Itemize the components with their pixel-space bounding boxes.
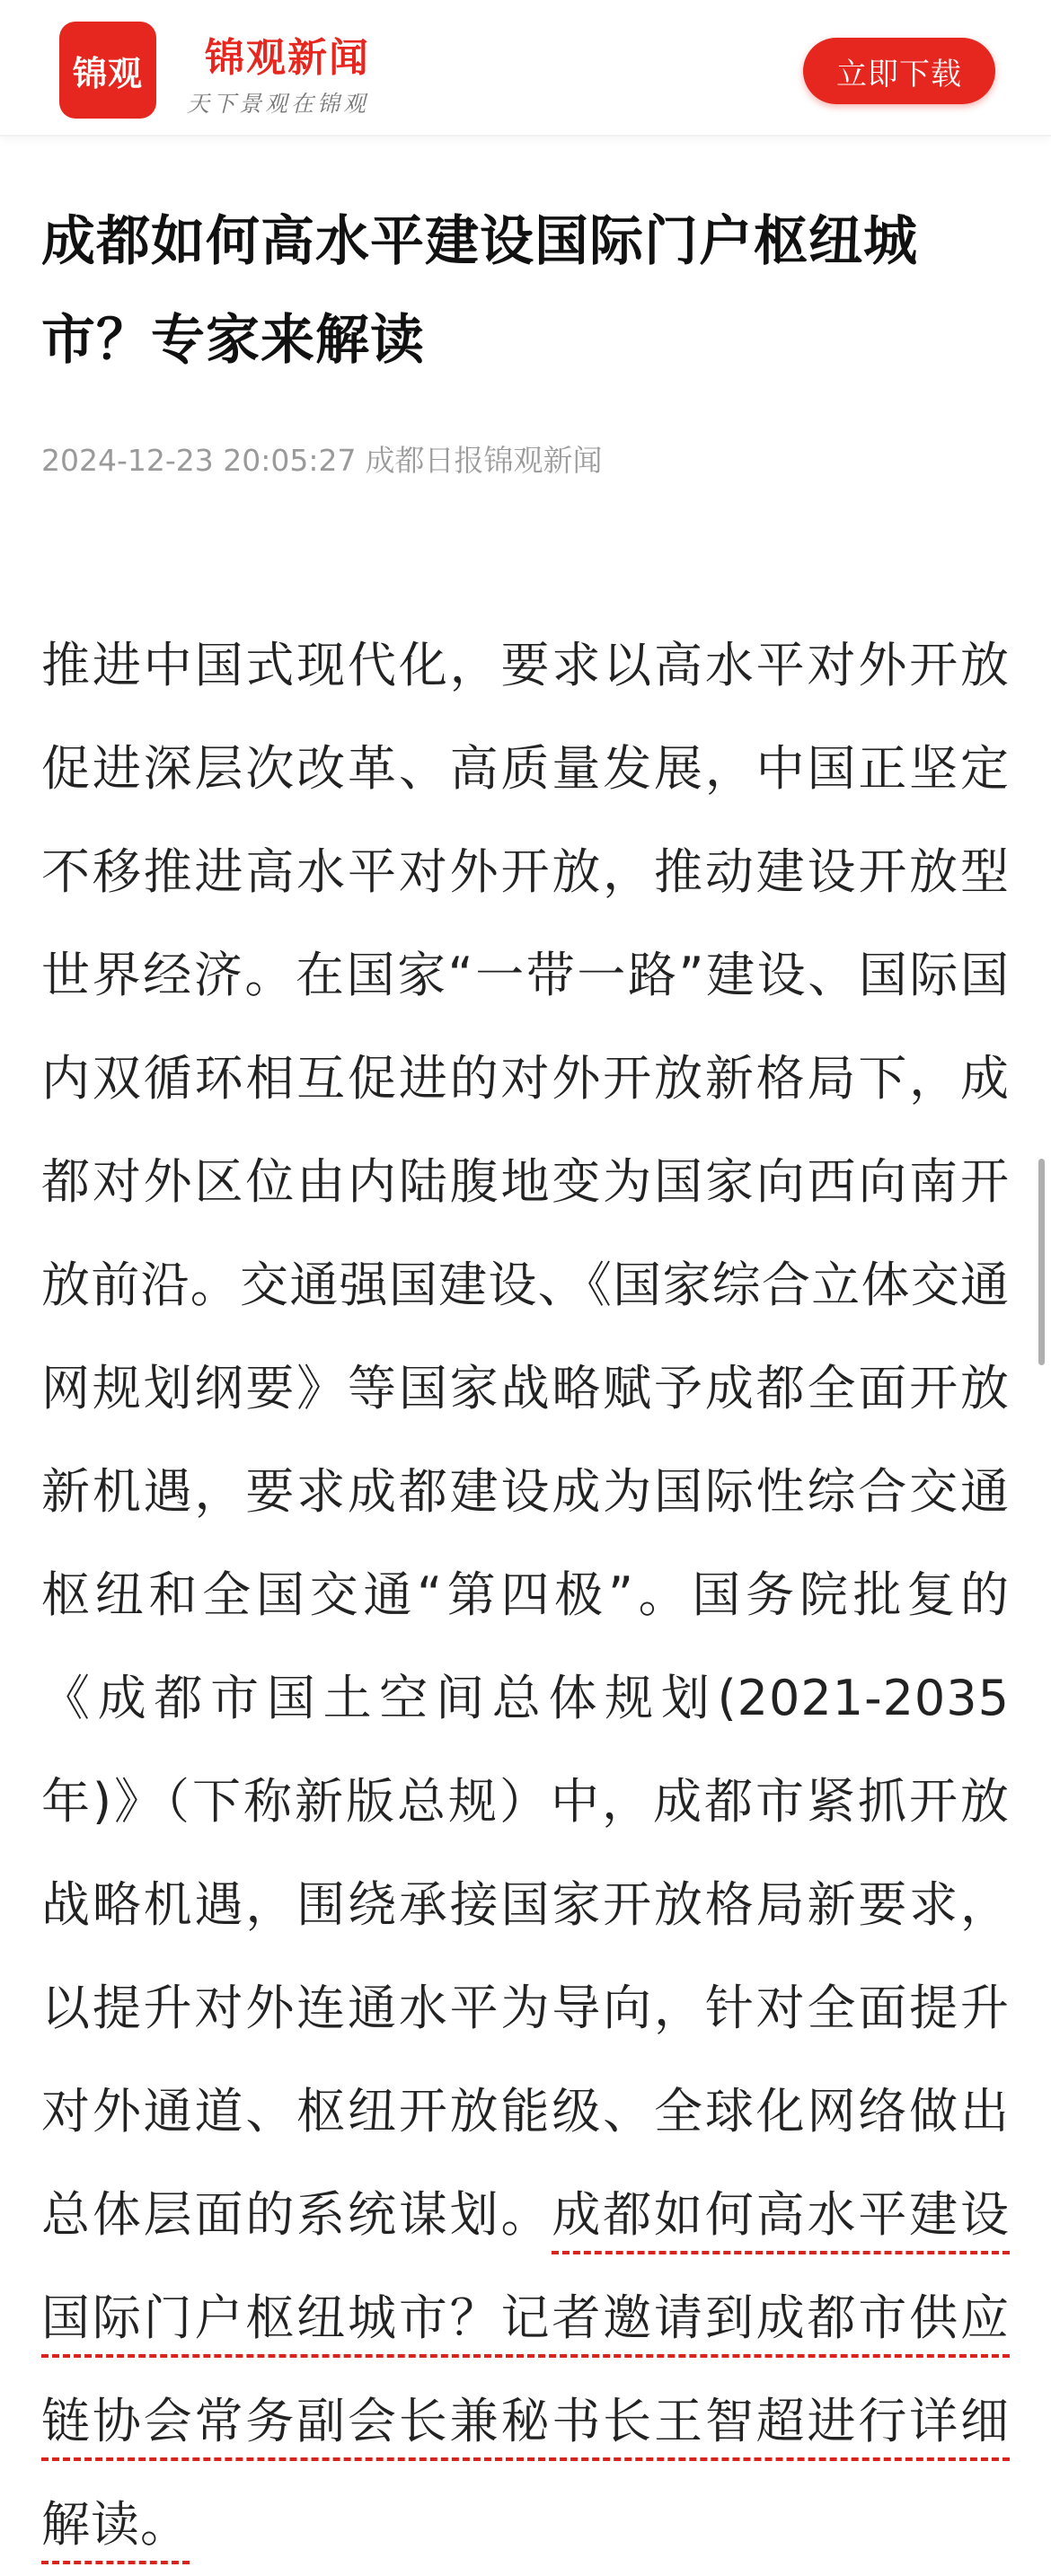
- article-source: 成都日报锦观新闻: [365, 443, 603, 478]
- logo-text: 锦观: [72, 52, 143, 93]
- article-body-main: 推进中国式现代化，要求以高水平对外开放促进深层次改革、高质量发展，中国正坚定不移推进高水平对外开放，推动建设开放型世界经济。在国家“一带一路”建设、国际国内双循环相互促进的对外开放新格局下，成都对外区位由内陆腹地变为国家向西向南开放前沿。交通强国建设、《国家综合立体交通网规划纲要》等国家战略赋予成都全面开放新机遇，要求成都建设成为国际性综合交通枢纽和全国交通“第四极”。国务院批复的《成都市国土空间总体规划(2021-2035年)》（下称新版总规）中，成都市紧抓开放战略机遇，围绕承接国家开放格局新要求，以提升对外连通水平为导向，针对全面提升对外通道、枢纽开放能级、全球化网络做出总体层面的系统谋划。: [41, 637, 1010, 2243]
- download-button[interactable]: 立即下载: [803, 38, 995, 104]
- scrollbar-thumb[interactable]: [1038, 1159, 1045, 1365]
- brand-slogan: 天下景观在锦观: [187, 91, 370, 117]
- article-title: 成都如何高水平建设国际门户枢纽城市？专家来解读: [41, 210, 918, 372]
- article-body: [41, 613, 1010, 2576]
- article-meta: [41, 437, 602, 480]
- brand-name: 锦观新闻: [205, 35, 370, 81]
- article-timestamp: 2024-12-23 20:05:27: [41, 443, 357, 478]
- brand-logo[interactable]: [59, 22, 156, 119]
- app-header: [0, 0, 1051, 137]
- article-body-highlight[interactable]: 成都如何高水平建设国际门户枢纽城市？记者邀请到成都市供应链协会常务副会长兼秘书长王智超进行详细解读。: [41, 2186, 1011, 2553]
